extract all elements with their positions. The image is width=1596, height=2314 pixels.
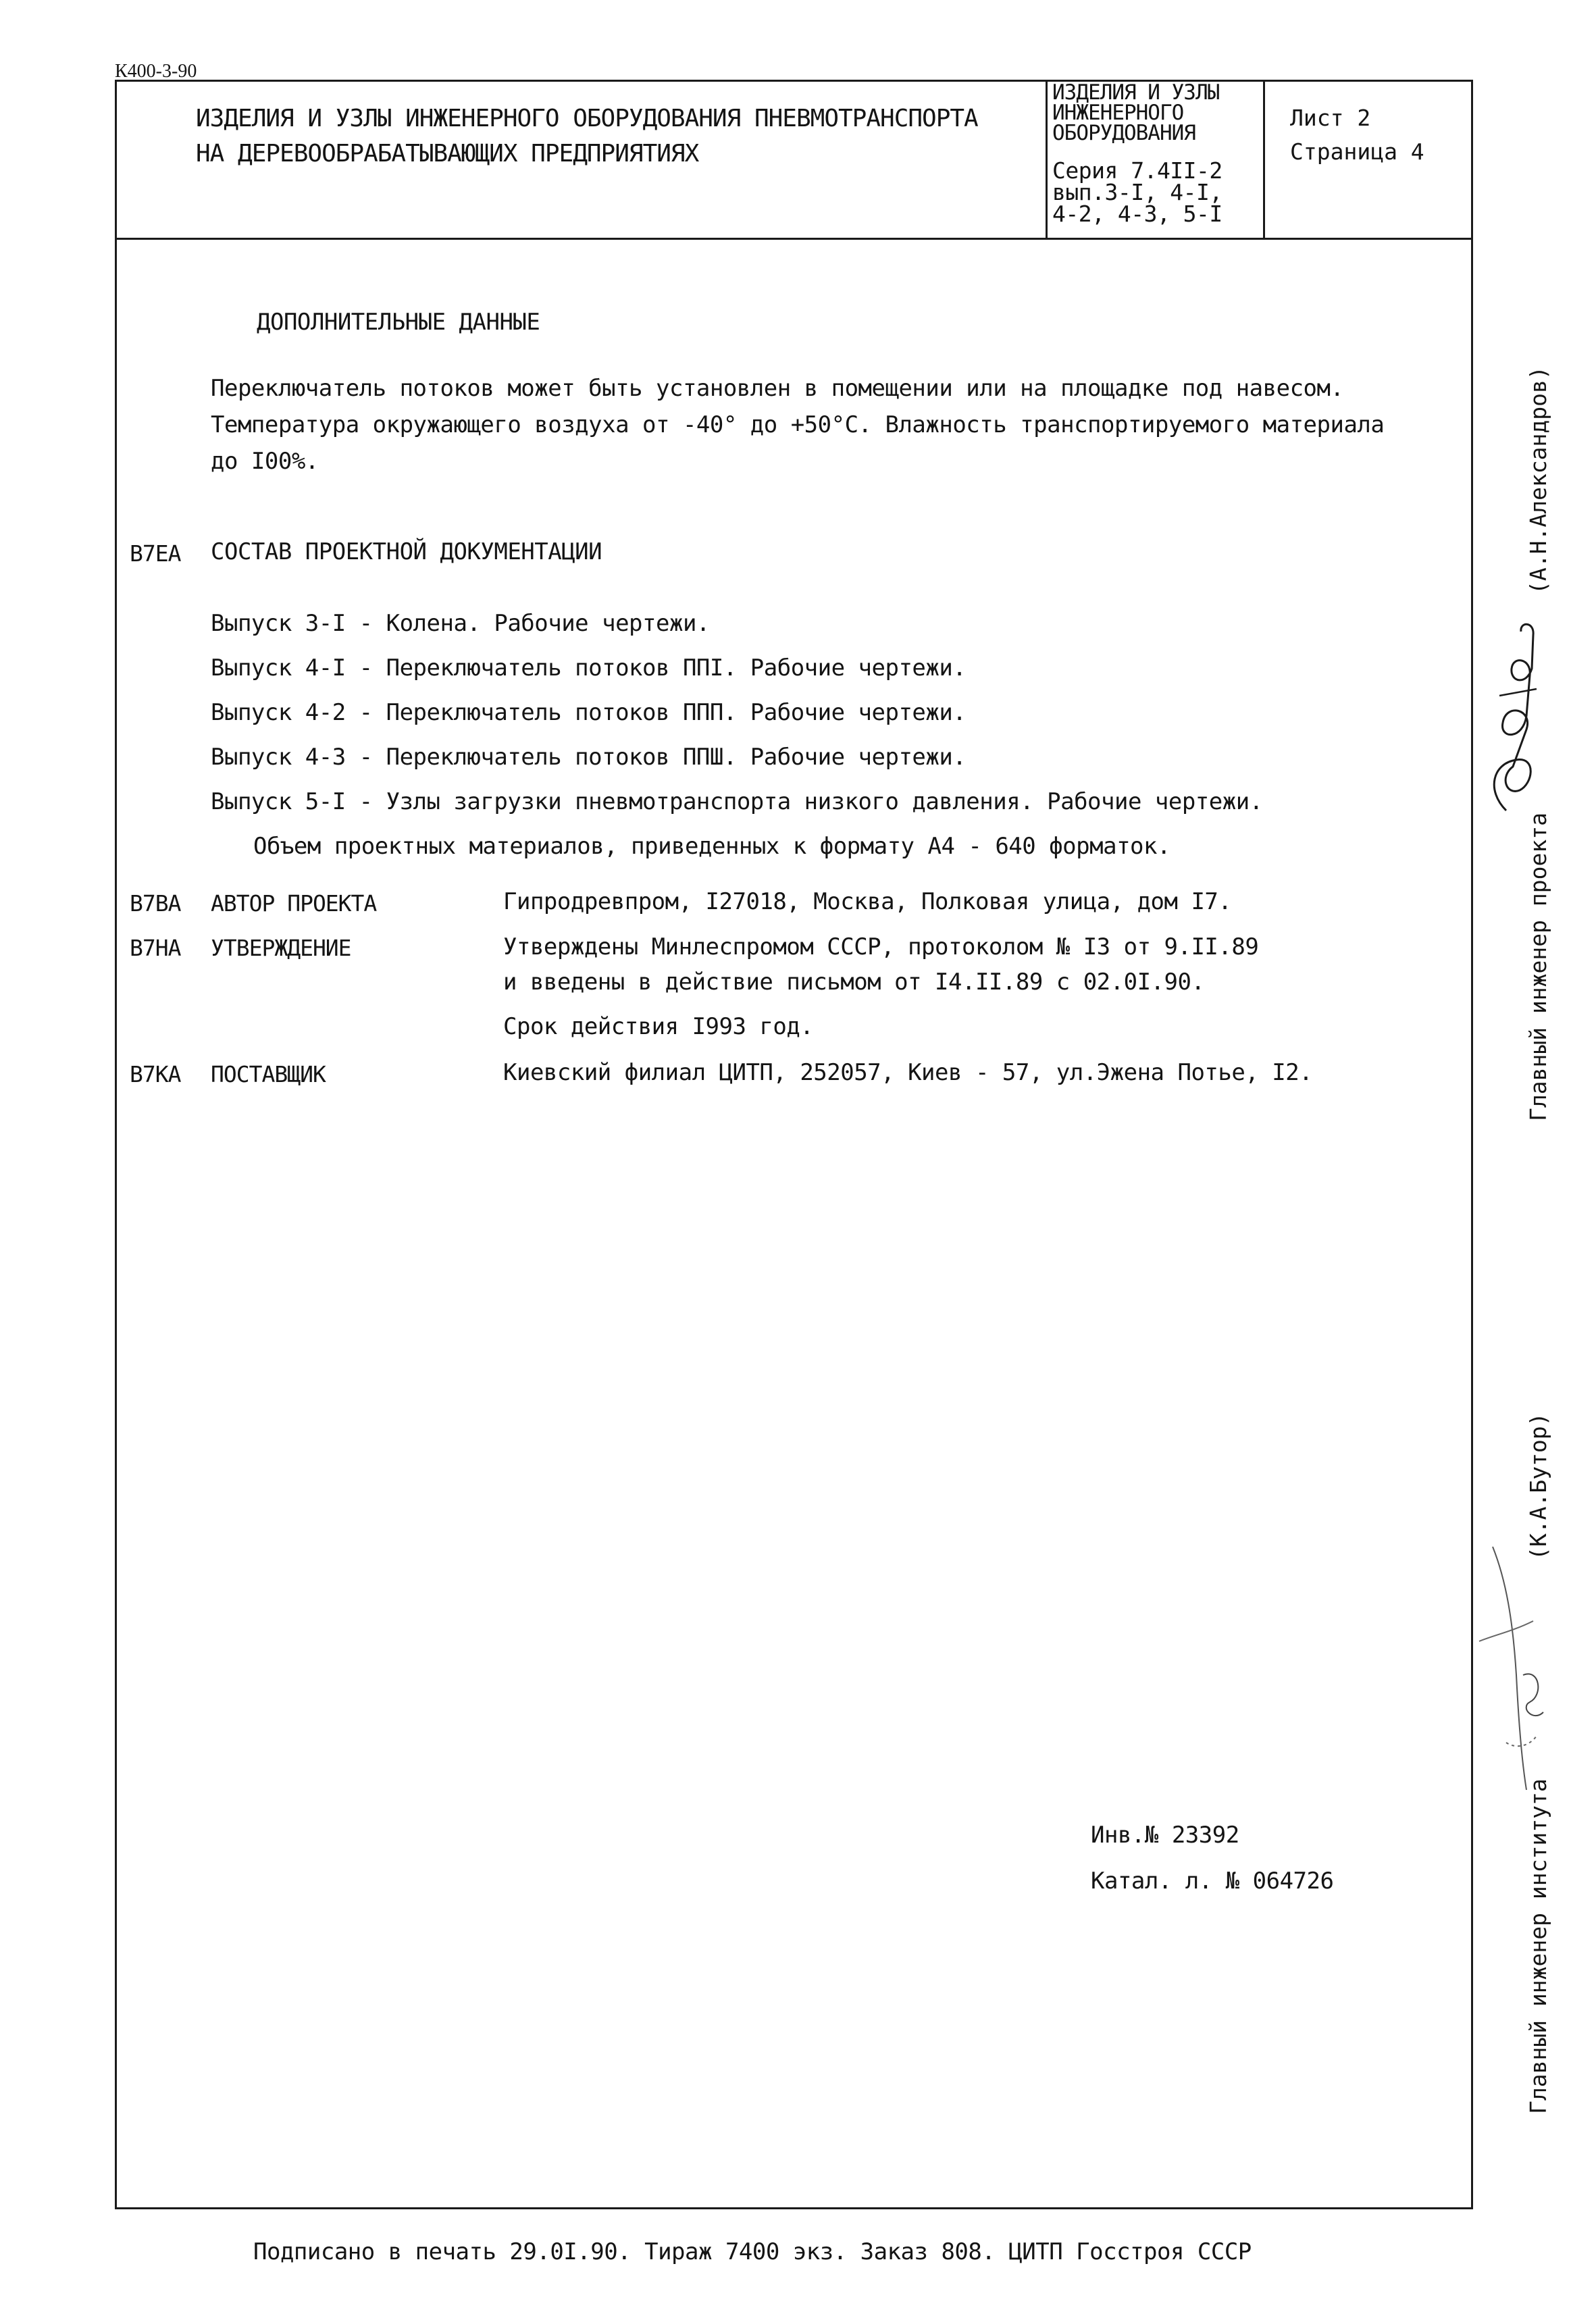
page-number: Страница 4 [1290, 138, 1424, 165]
extra-heading: ДОПОЛНИТЕЛЬНЫЕ ДАННЫЕ [257, 309, 540, 336]
sheet-number: Лист 2 [1290, 105, 1371, 131]
author-label: АВТОР ПРОЕКТА [211, 890, 377, 917]
supplier-label: ПОСТАВЩИК [211, 1061, 326, 1087]
header-title-line-1: ИЗДЕЛИЯ И УЗЛЫ ИНЖЕНЕРНОГО ОБОРУДОВАНИЯ ПНЕВМОТРАНСПОРТА [196, 105, 978, 132]
chief-institute-engineer-name: (К.А.Бутор) [1525, 1412, 1551, 1560]
print-footer: Подписано в печать 29.0I.90. Тираж 7400 экз. Заказ 808. ЦИТП Госстроя СССР [253, 2238, 1252, 2265]
composition-item-5: Выпуск 5-I - Узлы загрузки пневмотранспорта низкого давления. Рабочие чертежи. [211, 788, 1263, 815]
series-line-1: Серия 7.4II-2 [1052, 157, 1222, 184]
inventory-number: Инв.№ 23392 [1091, 1822, 1239, 1849]
composition-item-1: Выпуск 3-I - Колена. Рабочие чертежи. [211, 610, 710, 637]
chief-institute-engineer-label: Главный инженер института [1525, 1778, 1551, 2114]
extra-line-3: до I00%. [211, 448, 319, 475]
approval-label: УТВЕРЖДЕНИЕ [211, 935, 351, 961]
supplier-value: Киевский филиал ЦИТП, 252057, Киев - 57, ул.Эжена Потье, I2. [503, 1059, 1313, 1086]
header-divider [115, 238, 1473, 240]
header-cell-line-1: ИЗДЕЛИЯ И УЗЛЫ [1052, 80, 1220, 105]
chief-project-engineer-label: Главный инженер проекта [1525, 813, 1551, 1121]
header-cell-line-3: ОБОРУДОВАНИЯ [1052, 121, 1195, 145]
author-code: В7ВА [130, 890, 181, 917]
composition-volume: Объем проектных материалов, приведенных к формату А4 - 640 форматок. [253, 833, 1170, 860]
supplier-code: В7КА [130, 1061, 181, 1087]
extra-line-2: Температура окружающего воздуха от -40° до +50°С. Влажность транспортируемого материала [211, 411, 1385, 438]
approval-line-1: Утверждены Минлеспромом СССР, протоколом № I3 от 9.II.89 [503, 933, 1259, 960]
header-cell-line-2: ИНЖЕНЕРНОГО [1052, 101, 1184, 125]
composition-item-4: Выпуск 4-3 - Переключатель потоков ППШ. Рабочие чертежи. [211, 744, 967, 771]
series-line-3: 4-2, 4-3, 5-I [1052, 201, 1222, 227]
extra-line-1: Переключатель потоков может быть установлен в помещении или на площадке под навесом. [211, 375, 1344, 402]
header-title-line-2: НА ДЕРЕВООБРАБАТЫВАЮЩИХ ПРЕДПРИЯТИЯХ [196, 140, 699, 168]
approval-line-3: Срок действия I993 год. [503, 1013, 814, 1040]
project-engineer-signature [1479, 594, 1553, 817]
institute-engineer-signature [1466, 1540, 1553, 1797]
series-line-2: вып.3-I, 4-I, [1052, 179, 1222, 205]
approval-line-2: и введены в действие письмом от I4.II.89 с 02.0I.90. [503, 969, 1205, 996]
header-column-divider-2 [1263, 80, 1265, 239]
composition-code: В7ЕА [130, 540, 181, 567]
catalog-number: Катал. л. № 064726 [1091, 1868, 1334, 1895]
author-value: Гипродревпром, I27018, Москва, Полковая улица, дом I7. [503, 888, 1232, 915]
header-column-divider-1 [1046, 80, 1048, 239]
composition-item-2: Выпуск 4-I - Переключатель потоков ППI. Рабочие чертежи. [211, 654, 967, 682]
document-code-stamp: К400-3-90 [115, 61, 197, 82]
approval-code: В7НА [130, 935, 181, 961]
composition-heading: СОСТАВ ПРОЕКТНОЙ ДОКУМЕНТАЦИИ [211, 538, 602, 565]
composition-item-3: Выпуск 4-2 - Переключатель потоков ППП. Рабочие чертежи. [211, 699, 967, 726]
chief-project-engineer-name: (А.Н.Александров) [1525, 366, 1551, 594]
